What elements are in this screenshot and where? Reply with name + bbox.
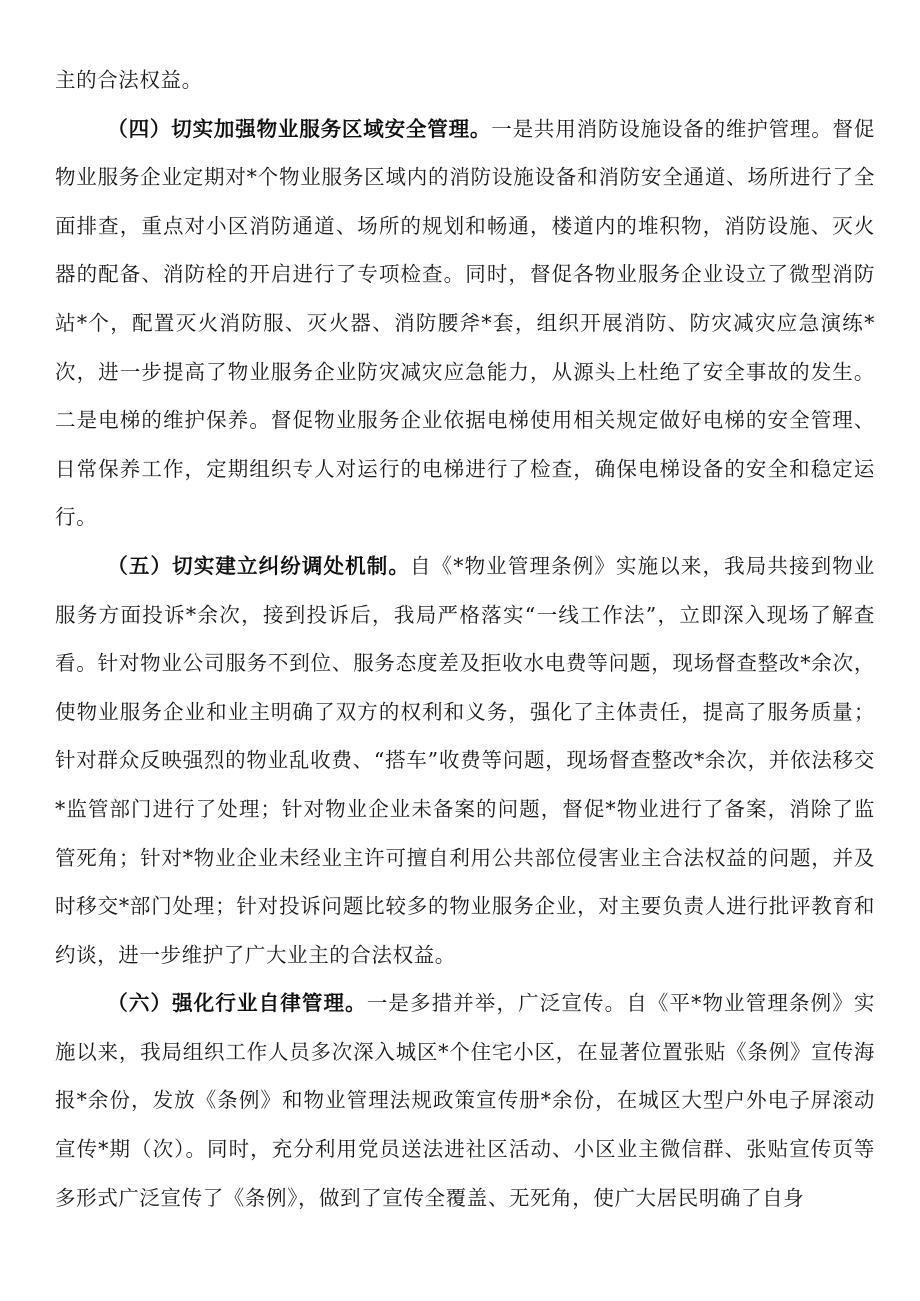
paragraph-section-5 [55, 542, 875, 979]
section-heading: （四）切实加强物业服务区域安全管理。 [107, 116, 492, 141]
document-body [55, 56, 875, 1222]
section-heading: （六）强化行业自律管理。 [107, 991, 367, 1016]
paragraph-body: 一是多措并举，广泛宣传。自《平*物业管理条例》实施以来，我局组织工作人员多次深入城区*个住宅小区，在显著位置张贴《条例》宣传海报*余份，发放《条例》和物业管理法规政策宣传册*余份，在城区大型户外电子屏滚动宣传*期（次）。同时，充分利用党员送法进社区活动、小区业主微信群、张贴宣传页等多形式广泛宣传了《条例》，做到了宣传全覆盖、无死角，使广大居民明确了自身 [55, 991, 875, 1210]
paragraph-section-6 [55, 979, 875, 1222]
paragraph-body: 主的合法权益。 [55, 68, 203, 92]
section-heading: （五）切实建立纠纷调处机制。 [107, 553, 411, 578]
paragraph-body: 自《*物业管理条例》实施以来，我局共接到物业服务方面投诉*余次，接到投诉后，我局严格落实“一线工作法”，立即深入现场了解查看。针对物业公司服务不到位、服务态度差及拒收水电费等问题，现场督查整改*余次，使物业服务企业和业主明确了双方的权利和义务，强化了主体责任，提高了服务质量；针对群众反映强烈的物业乱收费、“搭车”收费等问题，现场督查整改*余次，并依法移交*监管部门进行了处理；针对物业企业未备案的问题，督促*物业进行了备案，消除了监管死角；针对*物业企业未经业主许可擅自利用公共部位侵害业主合法权益的问题，并及时移交*部门处理；针对投诉问题比较多的物业服务企业，对主要负责人进行批评教育和约谈，进一步维护了广大业主的合法权益。 [55, 553, 875, 967]
paragraph-section-4 [55, 105, 875, 542]
paragraph-body: 一是共用消防设施设备的维护管理。督促物业服务企业定期对*个物业服务区域内的消防设施设备和消防安全通道、场所进行了全面排查，重点对小区消防通道、场所的规划和畅通，楼道内的堆积物，消防设施、灭火器的配备、消防栓的开启进行了专项检查。同时，督促各物业服务企业设立了微型消防站*个，配置灭火消防服、灭火器、消防腰斧*套，组织开展消防、防灾减灾应急演练*次，进一步提高了物业服务企业防灾减灾应急能力，从源头上杜绝了安全事故的发生。二是电梯的维护保养。督促物业服务企业依据电梯使用相关规定做好电梯的安全管理、日常保养工作，定期组织专人对运行的电梯进行了检查，确保电梯设备的安全和稳定运行。 [55, 116, 875, 530]
paragraph-continuation [55, 56, 875, 105]
